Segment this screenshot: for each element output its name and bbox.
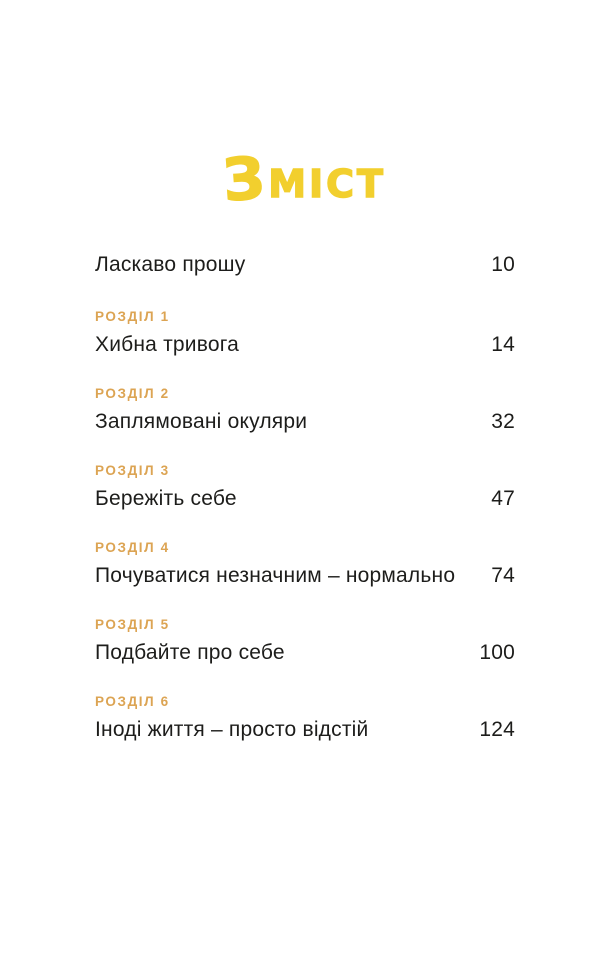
chapter-kicker: РОЗДІЛ 3 [95, 463, 170, 478]
toc-section-1[interactable] [95, 310, 515, 357]
chapter-kicker: РОЗДІЛ 5 [95, 617, 170, 632]
intro-page-number: 10 [491, 253, 515, 276]
page-number: 124 [479, 718, 515, 741]
toc-section-4[interactable] [95, 541, 515, 588]
chapter-title: Почуватися незначним – нормально [95, 564, 456, 587]
chapter-kicker: РОЗДІЛ 4 [95, 540, 170, 555]
chapter-kicker: РОЗДІЛ 2 [95, 386, 170, 401]
page-number: 100 [479, 641, 515, 664]
toc-entry [95, 641, 515, 665]
title-initial: З [220, 143, 270, 215]
toc-entry [95, 487, 515, 511]
toc-entry [95, 718, 515, 742]
toc-section-6[interactable] [95, 695, 515, 742]
toc-intro-entry[interactable] [95, 253, 515, 277]
page-title [0, 143, 609, 215]
toc-entry [95, 564, 515, 588]
toc-entry [95, 333, 515, 357]
page-number: 32 [491, 410, 515, 433]
chapter-title: Іноді життя – просто відстій [95, 718, 369, 741]
toc-section-5[interactable] [95, 618, 515, 665]
chapter-title: Хибна тривога [95, 333, 239, 356]
title-rest: МІСТ [268, 162, 386, 206]
intro-label: Ласкаво прошу [95, 253, 246, 276]
chapter-title: Бережіть себе [95, 487, 237, 510]
page-number: 47 [491, 487, 515, 510]
toc-entry [95, 410, 515, 434]
chapter-kicker: РОЗДІЛ 6 [95, 694, 170, 709]
chapter-title: Заплямовані окуляри [95, 410, 308, 433]
page-number: 14 [491, 333, 515, 356]
chapter-title: Подбайте про себе [95, 641, 285, 664]
page-number: 74 [491, 564, 515, 587]
chapter-kicker: РОЗДІЛ 1 [95, 309, 170, 324]
toc-section-3[interactable] [95, 464, 515, 511]
toc-section-2[interactable] [95, 387, 515, 434]
